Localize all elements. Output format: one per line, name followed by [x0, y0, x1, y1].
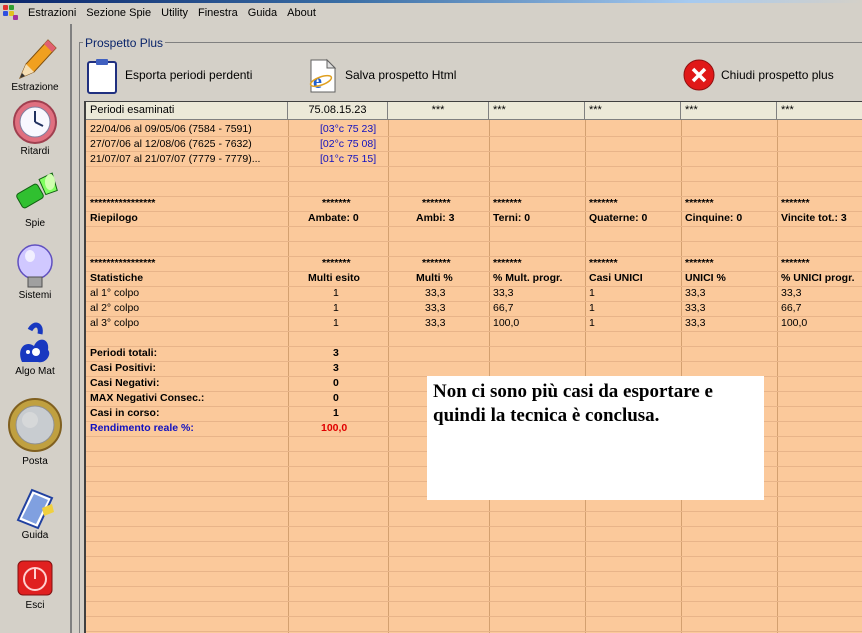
- clipboard-icon: [87, 58, 117, 92]
- completion-message: Non ci sono più casi da esportare e quindi la tecnica è conclusa.: [427, 376, 764, 500]
- grid-hline: [86, 226, 862, 227]
- grid-hline: [86, 601, 862, 602]
- summary-label: Periodi totali:: [90, 347, 158, 359]
- summary-label: Casi Positivi:: [90, 362, 156, 374]
- summary-value: 1: [333, 407, 339, 419]
- stars-separator: *******: [589, 257, 618, 269]
- summary-label: Casi Negativi:: [90, 377, 160, 389]
- stars-separator: ****************: [90, 257, 156, 269]
- stars-separator: *******: [685, 257, 714, 269]
- grid-hline: [86, 616, 862, 617]
- riepilogo-ambi: Ambi: 3: [416, 212, 455, 224]
- sidebar-label: Ritardi: [20, 146, 50, 157]
- close-prospetto-button[interactable]: [683, 58, 834, 92]
- save-html-label: Salva prospetto Html: [345, 68, 457, 82]
- riepilogo-label: Riepilogo: [90, 212, 138, 224]
- menu-bar: [0, 3, 862, 23]
- save-html-button[interactable]: [307, 58, 456, 92]
- table-row: 1: [589, 302, 595, 314]
- close-prospetto-label: Chiudi prospetto plus: [721, 68, 834, 82]
- table-row: 1: [589, 287, 595, 299]
- riepilogo-ambate: Ambate: 0: [308, 212, 359, 224]
- stars-separator: *******: [493, 197, 522, 209]
- stars-separator: *******: [781, 257, 810, 269]
- table-row: 33,3: [425, 302, 446, 314]
- period-range: 21/07/07 al 21/07/07 (7779 - 7779)...: [90, 153, 261, 165]
- menu-sezione-spie[interactable]: Sezione Spie: [86, 7, 152, 19]
- table-row: 33,3: [781, 287, 802, 299]
- stars-separator: *******: [422, 197, 451, 209]
- table-row: 33,3: [425, 287, 446, 299]
- grid-hline: [86, 541, 862, 542]
- menu-finestra[interactable]: Finestra: [198, 7, 238, 19]
- grid-hline: [86, 346, 862, 347]
- svg-text:e: e: [313, 71, 322, 93]
- riepilogo-cinquine: Cinquine: 0: [685, 212, 743, 224]
- grid-hline: [86, 556, 862, 557]
- grid-hline: [86, 361, 862, 362]
- grid-hline: [86, 631, 862, 632]
- export-label: Esporta periodi perdenti: [125, 68, 253, 82]
- grid-hline: [86, 271, 862, 272]
- summary-value: 0: [333, 392, 339, 404]
- prospetto-grid[interactable]: [84, 101, 862, 633]
- lottery-hand-icon: [12, 318, 58, 364]
- rendimento-label: Rendimento reale %:: [90, 422, 194, 434]
- riepilogo-quaterne: Quaterne: 0: [589, 212, 648, 224]
- book-icon: [12, 482, 58, 528]
- table-row: al 1° colpo: [90, 287, 140, 299]
- lightbulb-icon: [12, 242, 58, 288]
- summary-label: MAX Negativi Consec.:: [90, 392, 205, 404]
- table-row: 33,3: [685, 317, 706, 329]
- table-row: 1: [333, 302, 339, 314]
- sidebar-item-guida[interactable]: [0, 482, 70, 541]
- menu-guida[interactable]: Guida: [247, 7, 278, 19]
- export-button[interactable]: [87, 58, 252, 92]
- grid-lines: [86, 102, 862, 633]
- grid-hline: [86, 316, 862, 317]
- stars-separator: *******: [422, 257, 451, 269]
- summary-value: 0: [333, 377, 339, 389]
- grid-hline: [86, 571, 862, 572]
- grid-hline: [86, 211, 862, 212]
- grid-hline: [86, 301, 862, 302]
- header-col-7[interactable]: ***: [777, 102, 862, 120]
- summary-label: Casi in corso:: [90, 407, 160, 419]
- table-row: al 2° colpo: [90, 302, 140, 314]
- sidebar-label: Posta: [22, 456, 48, 467]
- stat-header: Multi esito: [308, 272, 360, 284]
- sidebar-label: Guida: [21, 530, 49, 541]
- grid-hline: [86, 286, 862, 287]
- grid-hline: [86, 181, 862, 182]
- grid-hline: [86, 331, 862, 332]
- menu-estrazioni[interactable]: Estrazioni: [28, 7, 77, 19]
- sidebar-label: Esci: [25, 600, 45, 611]
- sidebar-item-posta[interactable]: [0, 396, 70, 467]
- grid-hline: [86, 511, 862, 512]
- table-row: 66,7: [493, 302, 514, 314]
- stat-header: Statistiche: [90, 272, 144, 284]
- ie-document-icon: [307, 58, 337, 92]
- stat-header: % UNICI progr.: [781, 272, 855, 284]
- riepilogo-terni: Terni: 0: [493, 212, 531, 224]
- sidebar-item-sistemi[interactable]: [0, 242, 70, 301]
- table-row: al 3° colpo: [90, 317, 140, 329]
- grid-hline: [86, 256, 862, 257]
- sidebar-item-spie[interactable]: [0, 170, 70, 229]
- riepilogo-vincite: Vincite tot.: 3: [781, 212, 847, 224]
- panel-title: Prospetto Plus: [85, 36, 164, 50]
- sidebar: [0, 24, 72, 633]
- stat-header: UNICI %: [685, 272, 726, 284]
- stars-separator: *******: [685, 197, 714, 209]
- header-col-5[interactable]: ***: [585, 102, 681, 120]
- table-row: 1: [333, 317, 339, 329]
- stat-header: Multi %: [416, 272, 453, 284]
- grid-hline: [86, 241, 862, 242]
- table-row: 100,0: [781, 317, 808, 329]
- sidebar-item-ritardi[interactable]: [0, 98, 70, 157]
- header-col-6[interactable]: ***: [681, 102, 777, 120]
- period-hit: [02°c 75 08]: [320, 138, 377, 150]
- euro-coin-icon: [8, 396, 62, 454]
- stars-separator: *******: [322, 197, 351, 209]
- table-row: 1: [589, 317, 595, 329]
- menu-about[interactable]: About: [287, 7, 316, 19]
- sidebar-label: Spie: [24, 218, 45, 229]
- header-numbers[interactable]: 75.08.15.23: [288, 102, 388, 120]
- rendimento-value: 100,0: [321, 422, 348, 434]
- sidebar-item-algo-mat[interactable]: [0, 318, 70, 377]
- stat-header: % Mult. progr.: [493, 272, 563, 284]
- stars-separator: *******: [589, 197, 618, 209]
- sidebar-item-estrazione[interactable]: [0, 34, 70, 93]
- sidebar-label: Estrazione: [11, 82, 59, 93]
- power-icon: [12, 560, 58, 598]
- stars-separator: *******: [322, 257, 351, 269]
- sidebar-label: Algo Mat: [15, 366, 55, 377]
- pencil-icon: [12, 34, 58, 80]
- flashlight-icon: [12, 170, 58, 216]
- period-range: 27/07/06 al 12/08/06 (7625 - 7632): [90, 138, 252, 150]
- table-row: 33,3: [685, 302, 706, 314]
- stat-header: Casi UNICI: [589, 272, 643, 284]
- summary-value: 3: [333, 362, 339, 374]
- table-row: 1: [333, 287, 339, 299]
- summary-value: 3: [333, 347, 339, 359]
- grid-hline: [86, 196, 862, 197]
- header-col-4[interactable]: ***: [489, 102, 585, 120]
- stars-separator: *******: [781, 197, 810, 209]
- grid-hline: [86, 526, 862, 527]
- period-range: 22/04/06 al 09/05/06 (7584 - 7591): [90, 123, 252, 135]
- table-row: 33,3: [685, 287, 706, 299]
- stars-separator: ****************: [90, 197, 156, 209]
- period-hit: [03°c 75 23]: [320, 123, 377, 135]
- header-periodi[interactable]: Periodi esaminati: [86, 102, 288, 120]
- menu-utility[interactable]: Utility: [161, 7, 189, 19]
- table-row: 33,3: [425, 317, 446, 329]
- close-icon: [683, 58, 713, 92]
- app-icon[interactable]: [3, 5, 19, 21]
- header-col-3[interactable]: ***: [388, 102, 489, 120]
- grid-hline: [86, 586, 862, 587]
- table-row: 66,7: [781, 302, 802, 314]
- table-row: 100,0: [493, 317, 520, 329]
- stars-separator: *******: [493, 257, 522, 269]
- clock-icon: [12, 98, 58, 144]
- sidebar-item-esci[interactable]: [0, 560, 70, 611]
- sidebar-label: Sistemi: [18, 290, 52, 301]
- period-hit: [01°c 75 15]: [320, 153, 377, 165]
- table-row: 33,3: [493, 287, 514, 299]
